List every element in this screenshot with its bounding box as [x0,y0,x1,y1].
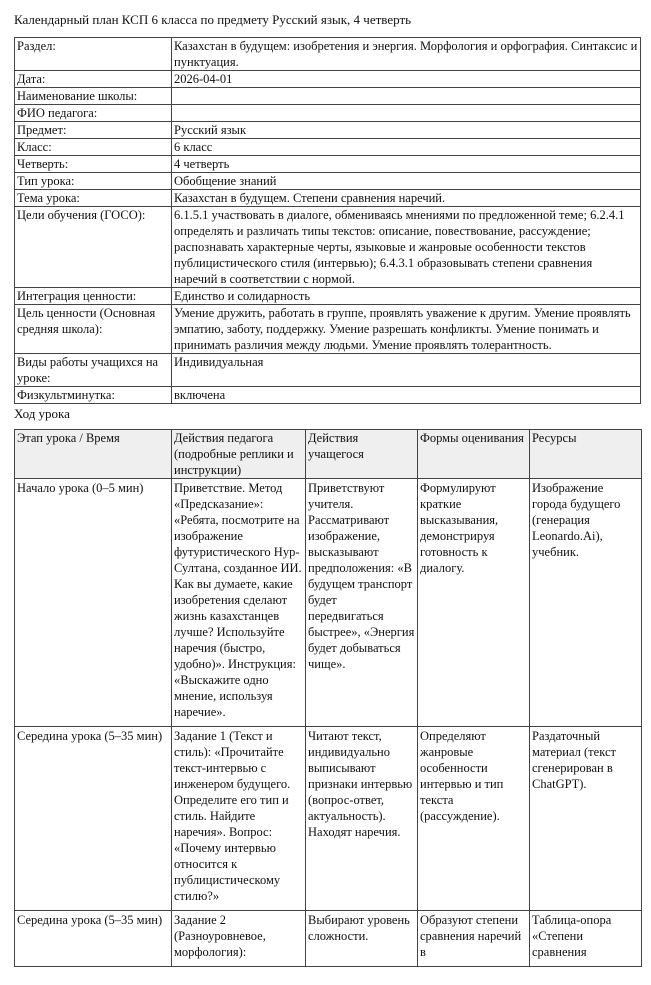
info-value: 6 класс [172,139,641,156]
info-label: Наименование школы: [15,88,172,105]
info-label: Тема урока: [15,190,172,207]
info-value: Индивидуальная [172,354,641,387]
info-label: ФИО педагога: [15,105,172,122]
info-value [172,88,641,105]
info-label: Четверть: [15,156,172,173]
info-row [15,190,641,207]
lesson-heading: Ход урока [14,406,70,421]
info-label: Тип урока: [15,173,172,190]
lesson-cell: Таблица-опора «Степени сравнения [530,911,642,967]
info-label: Цель ценности (Основная средняя школа): [15,305,172,354]
lesson-row [15,727,642,911]
lesson-cell: Читают текст, индивидуально выписывают признаки интервью (вопрос-ответ, актуальность). Находят наречия. [306,727,418,911]
lesson-cell: Задание 2 (Разноуровневое, морфология): [172,911,306,967]
lesson-row [15,479,642,727]
info-row [15,122,641,139]
info-row [15,288,641,305]
lesson-cell: Приветствие. Метод «Предсказание»: «Ребята, посмотрите на изображение футуристического Нур-Султана, созданное ИИ. Как вы думаете, какие изобретения сделают жизнь казахстанцев лучше? Используйте наречия (быстро, удобно)». Инструкция: «Выскажите одно мнение, используя наречие». [172,479,306,727]
lesson-cell: Выбирают уровень сложности. [306,911,418,967]
info-value: 6.1.5.1 участвовать в диалоге, обмениваясь мнениями по предложенной теме; 6.2.4.1 определять и различать типы текстов: описание, повествование, рассуждение; распознавать характерные черты, языковые и жанровые особенности текстов публицистического стиля (интервью); 6.4.3.1 образовывать степени сравнения наречий в соответствии с нормой. [172,207,641,288]
info-row [15,387,641,404]
info-value: Казахстан в будущем: изобретения и энергия. Морфология и орфография. Синтаксис и пунктуация. [172,38,641,71]
lesson-table [14,429,642,967]
lesson-cell: Середина урока (5–35 мин) [15,727,172,911]
info-value [172,105,641,122]
info-row [15,156,641,173]
info-label: Физкультминутка: [15,387,172,404]
info-value: Обобщение знаний [172,173,641,190]
info-row [15,207,641,288]
lesson-column-header: Формы оценивания [418,430,530,479]
info-label: Интеграция ценности: [15,288,172,305]
info-value: 2026-04-01 [172,71,641,88]
info-label: Дата: [15,71,172,88]
lesson-cell: Задание 1 (Текст и стиль): «Прочитайте текст-интервью с инженером будущего. Определите его тип и стиль. Найдите наречия». Вопрос: «Почему интервью относится к публицистическому стилю?» [172,727,306,911]
info-value: Казахстан в будущем. Степени сравнения наречий. [172,190,641,207]
lesson-cell: Раздаточный материал (текст сгенерирован в ChatGPT). [530,727,642,911]
info-label: Виды работы учащихся на уроке: [15,354,172,387]
lesson-cell: Определяют жанровые особенности интервью и тип текста (рассуждение). [418,727,530,911]
lesson-cell: Образуют степени сравнения наречий в [418,911,530,967]
info-value: Русский язык [172,122,641,139]
info-row [15,305,641,354]
lesson-column-header: Действия педагога (подробные реплики и инструкции) [172,430,306,479]
info-row [15,71,641,88]
info-value: Умение дружить, работать в группе, проявлять уважение к другим. Умение проявлять эмпатию, заботу, поддержку. Умение разрешать конфликты. Умение понимать и принимать различия между людьми. Умение проявлять толерантность. [172,305,641,354]
lesson-row [15,911,642,967]
info-row [15,88,641,105]
info-table [14,37,641,404]
lesson-cell: Приветствуют учителя. Рассматривают изображение, высказывают предположения: «В будущем транспорт будет передвигаться быстрее», «Энергия будет добываться чище». [306,479,418,727]
info-row [15,105,641,122]
lesson-column-header: Действия учащегося [306,430,418,479]
info-row [15,139,641,156]
info-label: Класс: [15,139,172,156]
info-row [15,38,641,71]
info-label: Предмет: [15,122,172,139]
lesson-cell: Середина урока (5–35 мин) [15,911,172,967]
info-label: Цели обучения (ГОСО): [15,207,172,288]
info-value: 4 четверть [172,156,641,173]
page-title: Календарный план КСП 6 класса по предмету Русский язык, 4 четверть [14,12,412,27]
lesson-column-header: Ресурсы [530,430,642,479]
lesson-cell: Изображение города будущего (генерация Leonardo.Ai), учебник. [530,479,642,727]
info-row [15,354,641,387]
lesson-column-header: Этап урока / Время [15,430,172,479]
lesson-cell: Формулируют краткие высказывания, демонстрируя готовность к диалогу. [418,479,530,727]
lesson-cell: Начало урока (0–5 мин) [15,479,172,727]
info-label: Раздел: [15,38,172,71]
info-value: включена [172,387,641,404]
lesson-header-row [15,430,642,479]
info-value: Единство и солидарность [172,288,641,305]
info-row [15,173,641,190]
